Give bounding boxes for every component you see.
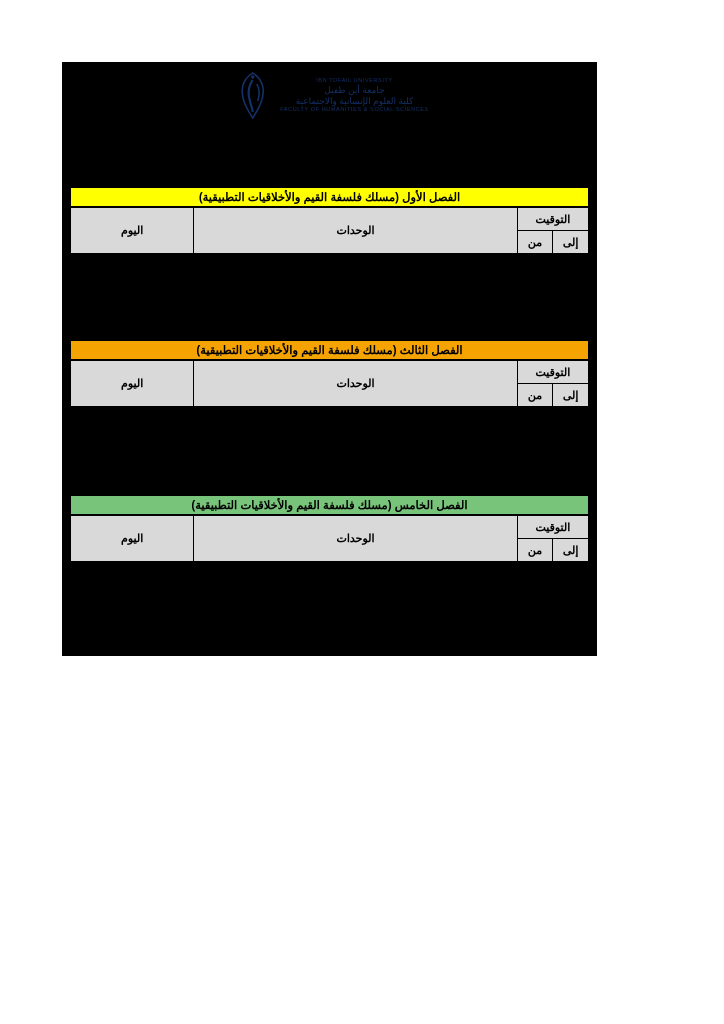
table-header-row (71, 361, 589, 384)
document-sheet (62, 62, 597, 656)
logo-arabic-line2: كلية العلوم الإنسانية والاجتماعية (295, 96, 414, 106)
logo-english-line2: FACULTY OF HUMANITIES & SOCIAL SCIENCES (280, 107, 429, 114)
semester-block (70, 187, 589, 254)
header-logo-band (62, 62, 597, 187)
header-day: اليوم (71, 516, 194, 562)
schedule-table (70, 515, 589, 562)
header-from: من (517, 539, 553, 562)
schedule-table (70, 360, 589, 407)
header-time: التوقيت (517, 208, 588, 231)
table-header-row (71, 208, 589, 231)
header-to: إلى (553, 231, 589, 254)
table-header-row (71, 516, 589, 539)
university-logo-text (280, 78, 429, 114)
university-logo (230, 70, 429, 122)
header-to: إلى (553, 384, 589, 407)
semester-title: الفصل الثالث (مسلك فلسفة القيم والأخلاقيات التطبيقية) (70, 340, 589, 360)
header-from: من (517, 384, 553, 407)
header-from: من (517, 231, 553, 254)
university-emblem-icon (230, 70, 274, 122)
header-units: الوحدات (194, 516, 517, 562)
header-units: الوحدات (194, 208, 517, 254)
schedule-table (70, 207, 589, 254)
semester-title: الفصل الأول (مسلك فلسفة القيم والأخلاقيات التطبيقية) (70, 187, 589, 207)
semester-block (70, 495, 589, 562)
header-time: التوقيت (517, 361, 588, 384)
header-to: إلى (553, 539, 589, 562)
logo-english-line1: IBN TOFAIL UNIVERSITY (316, 77, 393, 84)
header-day: اليوم (71, 208, 194, 254)
semester-block (70, 340, 589, 407)
header-day: اليوم (71, 361, 194, 407)
header-time: التوقيت (517, 516, 588, 539)
semester-title: الفصل الخامس (مسلك فلسفة القيم والأخلاقيات التطبيقية) (70, 495, 589, 515)
header-units: الوحدات (194, 361, 517, 407)
logo-arabic-line1: جامعة أبن طفيل (324, 84, 385, 95)
